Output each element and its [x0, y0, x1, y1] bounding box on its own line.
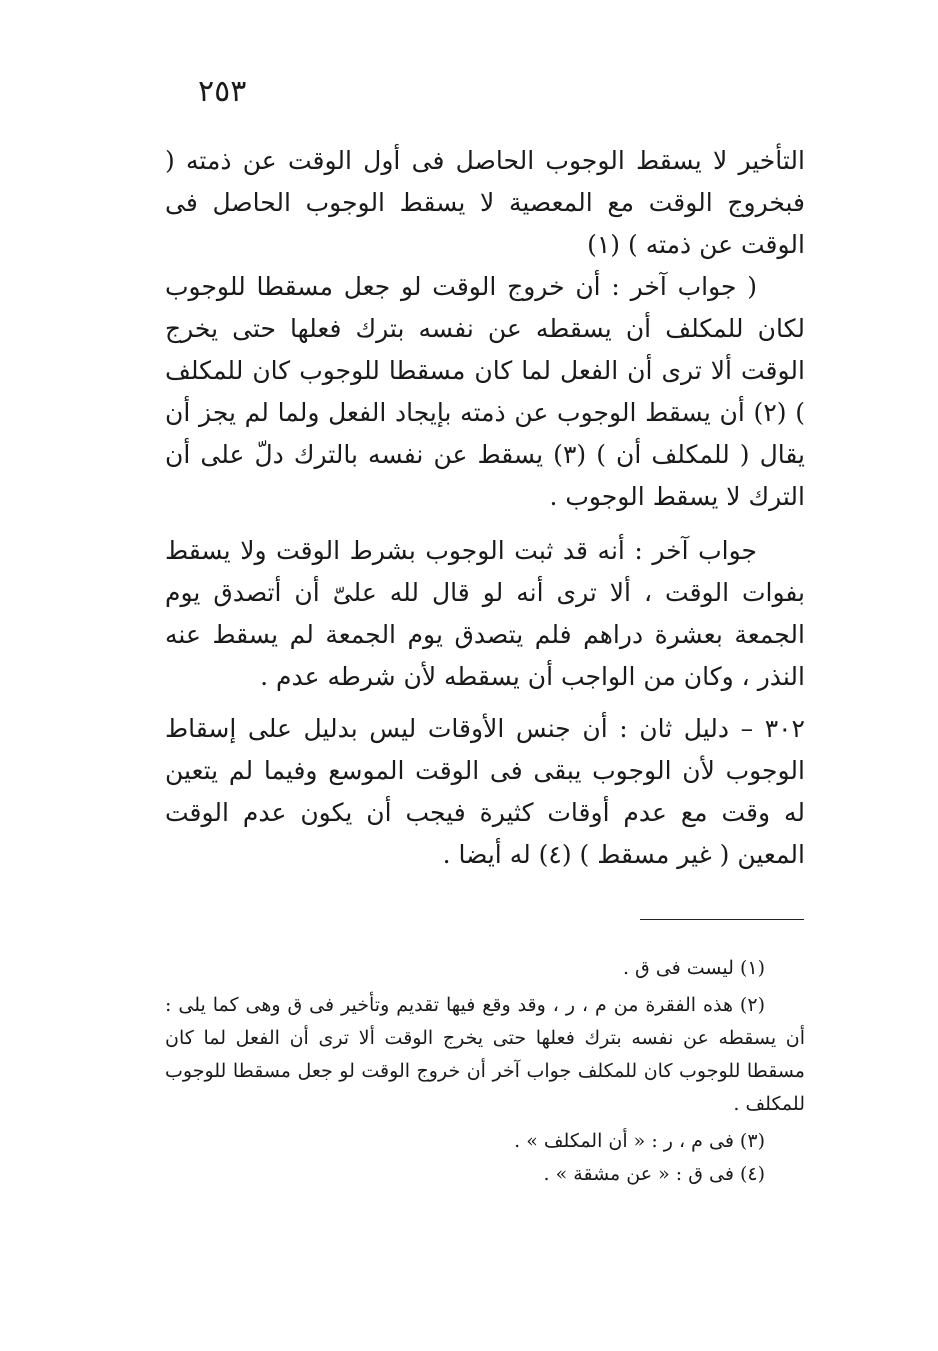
page-number: ٢٥٣: [198, 74, 247, 109]
footnote-divider: [640, 919, 804, 920]
main-text-block: [165, 140, 805, 876]
footnote-1: (١) ليست فى ق .: [622, 957, 765, 979]
footnote-2: (٢) هذه الفقرة من م ، ر ، وقد وقع فيها تقديم وتأخير فى ق وهى كما يلى : أن يسقطه عن نفسه بترك فعلها حتى يخرج الوقت ألا ترى أن الفعل لما كان مسقطا للوجوب كان للمكلف جواب آخر أن خروج الوقت لو جعل مسقطا للوجوب للمكلف .: [165, 994, 805, 1115]
paragraph-second-evidence: ٣٠٢ – دليل ثان : أن جنس الأوقات ليس بدليل على إسقاط الوجوب لأن الوجوب يبقى فى الوقت الموسع وفيما لم يتعين له وقت مع عدم أوقات كثيرة فيجب أن يكون عدم الوقت المعين ( غير مسقط ) (٤) له أيضا .: [165, 714, 805, 869]
footnote-4: (٤) فى ق : « عن مشقة » .: [543, 1163, 765, 1185]
footnote-3: (٣) فى م ، ر : « أن المكلف » .: [514, 1130, 765, 1152]
paragraph-second-answer: ( جواب آخر : أن خروج الوقت لو جعل مسقطا للوجوب لكان للمكلف أن يسقطه عن نفسه بترك فعلها حتى يخرج الوقت ألا ترى أن الفعل لما كان مسقطا للوجوب كان للمكلف ) (٢) أن يسقط الوجوب عن ذمته بإيجاد الفعل ولما لم يجز أن يقال ( للمكلف أن ) (٣) يسقط عن نفسه بالترك دلّ على أن الترك لا يسقط الوجوب .: [165, 272, 805, 511]
paragraph-continuation: التأخير لا يسقط الوجوب الحاصل فى أول الوقت عن ذمته ( فبخروج الوقت مع المعصية لا يسقط الوجوب الحاصل فى الوقت عن ذمته ) (١): [165, 146, 805, 259]
paragraph-third-answer: جواب آخر : أنه قد ثبت الوجوب بشرط الوقت ولا يسقط بفوات الوقت ، ألا ترى أنه لو قال لله علىّ أن أتصدق يوم الجمعة بعشرة دراهم فلم يتصدق يوم الجمعة لم يسقط عنه النذر ، وكان من الواجب أن يسقطه لأن شرطه عدم .: [165, 536, 805, 691]
footnotes-block: [165, 952, 805, 1191]
